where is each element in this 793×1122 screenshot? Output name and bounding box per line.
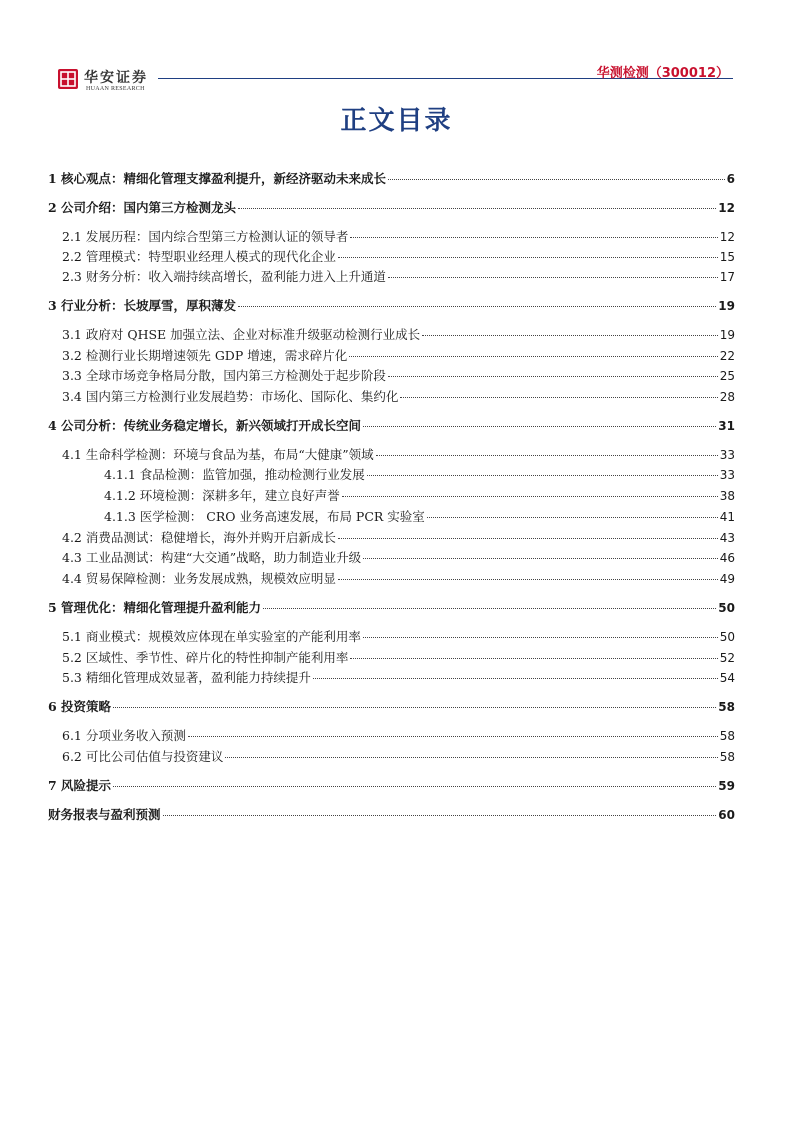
toc-leader xyxy=(376,455,718,456)
toc-entry[interactable] xyxy=(104,507,735,525)
toc-leader xyxy=(342,496,718,497)
toc-entry-page: 41 xyxy=(719,510,735,524)
toc-entry[interactable] xyxy=(62,445,735,463)
toc-entry-title: 2.2 管理模式：特型职业经理人模式的现代化企业 xyxy=(62,249,336,264)
toc-entry-page: 33 xyxy=(719,468,735,482)
page-title: 正文目录 xyxy=(340,106,453,136)
toc-entry-title: 5 管理优化：精细化管理提升盈利能力 xyxy=(48,600,262,615)
toc-leader xyxy=(388,179,725,180)
toc-entry-page: 12 xyxy=(719,230,735,244)
toc-entry-page: 58 xyxy=(718,700,735,714)
toc-entry[interactable] xyxy=(62,668,735,686)
toc-leader xyxy=(338,257,718,258)
toc-entry[interactable] xyxy=(62,227,735,245)
toc-leader xyxy=(313,678,718,679)
toc-entry-title: 3.2 检测行业长期增速领先 GDP 增速，需求碎片化 xyxy=(62,348,348,363)
toc-entry[interactable] xyxy=(48,169,735,187)
toc-leader xyxy=(422,335,718,336)
toc-leader xyxy=(363,637,718,638)
toc-leader xyxy=(163,815,717,816)
toc-entry-title: 1 核心观点：精细化管理支撑盈利提升，新经济驱动未来成长 xyxy=(48,171,387,186)
toc-entry-title: 6.2 可比公司估值与投资建议 xyxy=(62,749,224,764)
toc-entry[interactable] xyxy=(62,528,735,546)
toc-leader xyxy=(238,208,716,209)
toc-entry-title: 财务报表与盈利预测 xyxy=(48,807,161,822)
toc-entry-title: 4.1.2 环境检测：深耕多年，建立良好声誉 xyxy=(104,488,340,503)
toc-leader xyxy=(350,237,717,238)
toc-entry-page: 52 xyxy=(719,651,735,665)
toc-entry-title: 7 风险提示 xyxy=(48,778,112,793)
toc-entry[interactable] xyxy=(62,387,735,405)
toc-entry-title: 4.4 贸易保障检测：业务发展成熟，规模效应明显 xyxy=(62,571,336,586)
toc-leader xyxy=(350,658,717,659)
toc-entry-page: 12 xyxy=(718,201,735,215)
toc-entry-title: 2.3 财务分析：收入端持续高增长，盈利能力进入上升通道 xyxy=(62,269,386,284)
toc-entry-page: 46 xyxy=(719,551,735,565)
toc-entry-page: 19 xyxy=(719,328,735,342)
toc-leader xyxy=(113,786,716,787)
toc-entry-title: 6 投资策略 xyxy=(48,699,112,714)
toc-leader xyxy=(427,517,718,518)
toc-entry-page: 17 xyxy=(719,270,735,284)
toc-entry[interactable] xyxy=(62,346,735,364)
toc-entry[interactable] xyxy=(62,325,735,343)
toc-leader xyxy=(388,277,718,278)
toc-entry[interactable] xyxy=(62,648,735,666)
toc-entry-title: 4.1.1 食品检测：监管加强，推动检测行业发展 xyxy=(104,467,365,482)
toc-entry[interactable] xyxy=(48,697,735,715)
toc-entry-title: 4.3 工业品测试：构建“大交通”战略，助力制造业升级 xyxy=(62,550,362,565)
toc-entry[interactable] xyxy=(48,598,735,616)
toc-leader xyxy=(113,707,716,708)
toc-leader xyxy=(225,757,717,758)
huaan-logo-icon xyxy=(58,69,78,89)
toc-entry[interactable] xyxy=(48,296,735,314)
toc-entry-page: 58 xyxy=(719,729,735,743)
toc-entry-title: 2.1 发展历程：国内综合型第三方检测认证的领导者 xyxy=(62,229,349,244)
logo-text-cn: 华安证券 xyxy=(84,70,148,86)
toc-entry-page: 50 xyxy=(719,630,735,644)
toc-entry-page: 49 xyxy=(719,572,735,586)
toc-entry[interactable] xyxy=(62,366,735,384)
toc-entry[interactable] xyxy=(104,486,735,504)
toc-entry-title: 4.1 生命科学检测：环境与食品为基，布局“大健康”领域 xyxy=(62,447,374,462)
toc-entry-title: 3.4 国内第三方检测行业发展趋势：市场化、国际化、集约化 xyxy=(62,389,399,404)
toc-entry-title: 3.3 全球市场竞争格局分散，国内第三方检测处于起步阶段 xyxy=(62,368,386,383)
toc-entry-page: 60 xyxy=(718,808,735,822)
toc-entry-page: 22 xyxy=(719,349,735,363)
toc-entry-page: 28 xyxy=(719,390,735,404)
toc-leader xyxy=(400,397,717,398)
toc-entry-page: 25 xyxy=(719,369,735,383)
toc-leader xyxy=(188,736,718,737)
toc-entry[interactable] xyxy=(62,726,735,744)
toc-leader xyxy=(338,579,718,580)
logo-text-en: HUAAN RESEARCH xyxy=(86,86,145,92)
toc-entry-page: 6 xyxy=(726,172,735,186)
toc-entry-title: 4.1.3 医学检测： CRO 业务高速发展，布局 PCR 实验室 xyxy=(104,509,425,524)
toc-entry-page: 33 xyxy=(719,448,735,462)
toc-entry-title: 3.1 政府对 QHSE 加强立法、企业对标准升级驱动检测行业成长 xyxy=(62,327,421,342)
toc-entry-title: 5.3 精细化管理成效显著，盈利能力持续提升 xyxy=(62,670,311,685)
toc-entry[interactable] xyxy=(62,747,735,765)
toc-entry-page: 54 xyxy=(719,671,735,685)
toc-entry-title: 3 行业分析：长坡厚雪，厚积薄发 xyxy=(48,298,237,313)
toc-entry-title: 5.2 区域性、季节性、碎片化的特性抑制产能利用率 xyxy=(62,650,349,665)
toc-entry-title: 6.1 分项业务收入预测 xyxy=(62,728,186,743)
toc-entry-title: 5.1 商业模式：规模效应体现在单实验室的产能利用率 xyxy=(62,629,361,644)
toc-entry-page: 59 xyxy=(718,779,735,793)
toc-entry-title: 2 公司介绍：国内第三方检测龙头 xyxy=(48,200,237,215)
toc-entry-page: 50 xyxy=(718,601,735,615)
toc-entry-page: 58 xyxy=(719,750,735,764)
toc-leader xyxy=(338,538,718,539)
toc-leader xyxy=(363,558,718,559)
toc-entry-title: 4 公司分析：传统业务稳定增长，新兴领域打开成长空间 xyxy=(48,418,362,433)
toc-entry-page: 38 xyxy=(719,489,735,503)
toc-entry-page: 15 xyxy=(719,250,735,264)
toc-leader xyxy=(349,356,718,357)
toc-leader xyxy=(263,608,716,609)
toc-leader xyxy=(388,376,718,377)
toc-entry-title: 4.2 消费品测试：稳健增长，海外并购开启新成长 xyxy=(62,530,336,545)
toc-entry[interactable] xyxy=(62,569,735,587)
toc-entry[interactable] xyxy=(48,805,735,823)
toc-entry-page: 19 xyxy=(718,299,735,313)
toc-leader xyxy=(363,426,716,427)
toc-entry[interactable] xyxy=(48,776,735,794)
toc-entry-page: 31 xyxy=(718,419,735,433)
company-ticker: 华测检测（300012） xyxy=(596,66,729,81)
toc-entry[interactable] xyxy=(62,267,735,285)
page-header xyxy=(0,0,793,100)
toc-entry[interactable] xyxy=(62,548,735,566)
toc-leader xyxy=(367,475,718,476)
toc-entry[interactable] xyxy=(104,465,735,483)
toc-entry[interactable] xyxy=(48,416,735,434)
toc-entry[interactable] xyxy=(62,247,735,265)
toc-entry-page: 43 xyxy=(719,531,735,545)
toc-entry[interactable] xyxy=(62,627,735,645)
toc-leader xyxy=(238,306,716,307)
toc-entry[interactable] xyxy=(48,198,735,216)
